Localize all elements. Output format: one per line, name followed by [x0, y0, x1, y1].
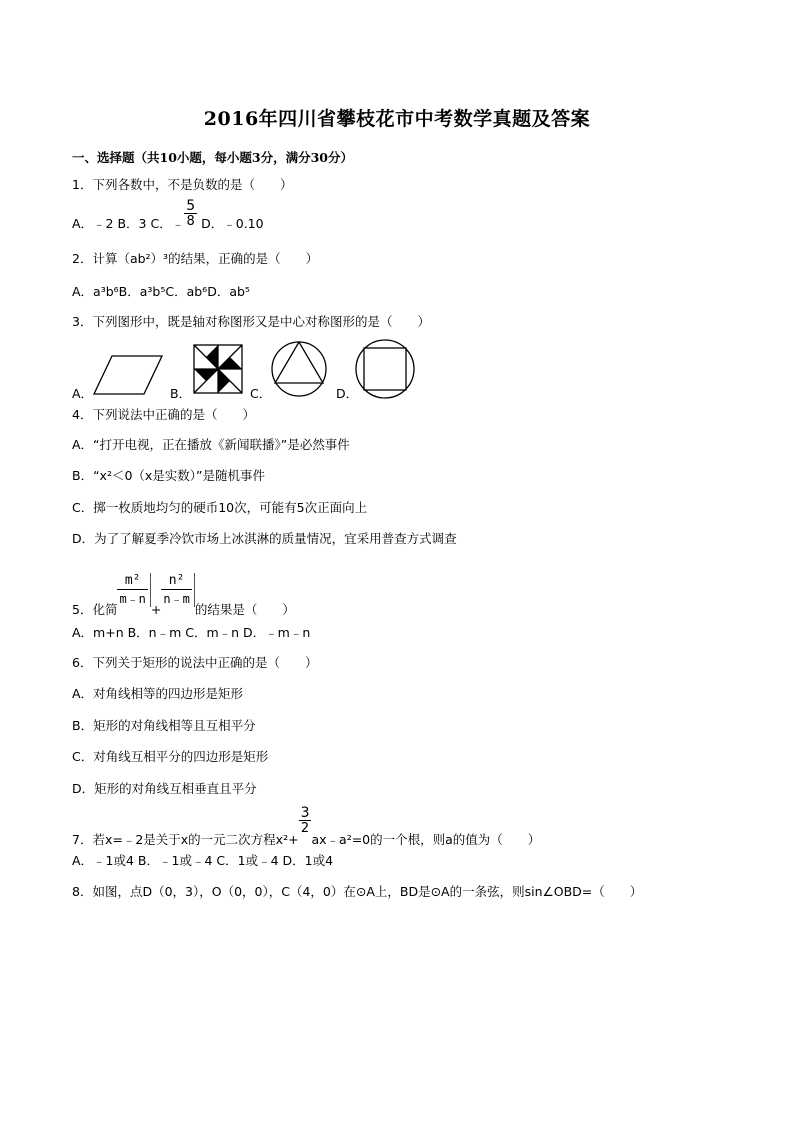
fraction-numerator: m²: [124, 573, 141, 588]
question-4-option-a: A．“打开电视，正在播放《新闻联播》”是必然事件: [72, 437, 350, 452]
question-4-option-d: D．为了了解夏季冷饮市场上冰淇淋的质量情况，宜采用普查方式调查: [72, 531, 457, 546]
question-1-options: [72, 198, 264, 250]
question-6-option-a: A．对角线相等的四边形是矩形: [72, 686, 244, 701]
question-7-stem: [72, 806, 540, 846]
fraction-numerator: n²: [168, 573, 185, 588]
fraction-denominator: 8: [184, 213, 197, 228]
question-1-options-part-a: A．﹣2 B．3 C．﹣: [72, 216, 185, 231]
question-4-option-b: B．“x²＜0（x是实数）”是随机事件: [72, 468, 266, 483]
question-5-suffix: 的结果是（ ）: [194, 601, 295, 617]
circle-triangle-figure: [270, 340, 328, 398]
question-3-label-d: D．: [336, 386, 359, 401]
question-4-stem: 4．下列说法中正确的是（ ）: [72, 407, 255, 422]
parallelogram-figure: [92, 354, 164, 396]
question-6-option-d: D．矩形的对角线互相垂直且平分: [72, 781, 257, 796]
question-1-stem: 1．下列各数中，不是负数的是（ ）: [72, 177, 293, 192]
question-7-prefix: 7．若x=﹣2是关于x的一元二次方程x²+: [72, 832, 299, 847]
fraction-n2-over-n-minus-m: [161, 573, 194, 607]
fraction-denominator: n﹣m: [161, 589, 191, 607]
question-5-prefix: 5．化简: [72, 601, 118, 617]
question-5-options: A．m+n B．n﹣m C．m﹣n D．﹣m﹣n: [72, 625, 311, 640]
fraction-numerator: 5: [186, 198, 196, 214]
question-7-options: A．﹣1或4 B．﹣1或﹣4 C．1或﹣4 D．1或4: [72, 853, 334, 868]
fraction-denominator: 2: [299, 820, 312, 835]
fraction-numerator: 3: [300, 805, 310, 821]
question-3-label-b: B．: [170, 386, 192, 401]
fraction-denominator: m﹣n: [117, 589, 147, 607]
question-7-suffix: ax﹣a²=0的一个根，则a的值为（ ）: [311, 832, 541, 847]
page-title: 2016年四川省攀枝花市中考数学真题及答案: [203, 108, 591, 130]
question-6-option-c: C．对角线互相平分的四边形是矩形: [72, 749, 269, 764]
question-6-stem: 6．下列关于矩形的说法中正确的是（ ）: [72, 655, 318, 670]
section-heading: 一、选择题（共10小题，每小题3分，满分30分）: [72, 150, 353, 165]
question-8-stem: 8．如图，点D（0，3），O（0，0），C（4，0）在⊙A上，BD是⊙A的一条弦，则sin∠OBD=（ ）: [72, 884, 643, 899]
question-3-label-a: A．: [72, 386, 94, 401]
question-3-stem: 3．下列图形中，既是轴对称图形又是中心对称图形的是（ ）: [72, 314, 430, 329]
question-3-label-c: C．: [250, 386, 272, 401]
question-4-option-c: C．掷一枚质地均匀的硬币10次，可能有5次正面向上: [72, 500, 368, 515]
question-2-stem: 2．计算（ab²）³的结果，正确的是（ ）: [72, 251, 319, 266]
fraction-5-8: [184, 199, 197, 228]
question-2-options: A．a³b⁶B．a³b⁵C．ab⁶D．ab⁵: [72, 284, 250, 299]
question-6-option-b: B．矩形的对角线相等且互相平分: [72, 718, 256, 733]
fraction-3-2: [299, 806, 312, 835]
fraction-m2-over-m-minus-n: [117, 573, 150, 607]
question-5-stem: [72, 569, 295, 617]
plus-sign: +: [150, 601, 162, 617]
pinwheel-figure: [192, 343, 244, 395]
circle-square-figure: [354, 338, 416, 400]
question-1-options-part-b: D．﹣0.10: [197, 216, 264, 231]
